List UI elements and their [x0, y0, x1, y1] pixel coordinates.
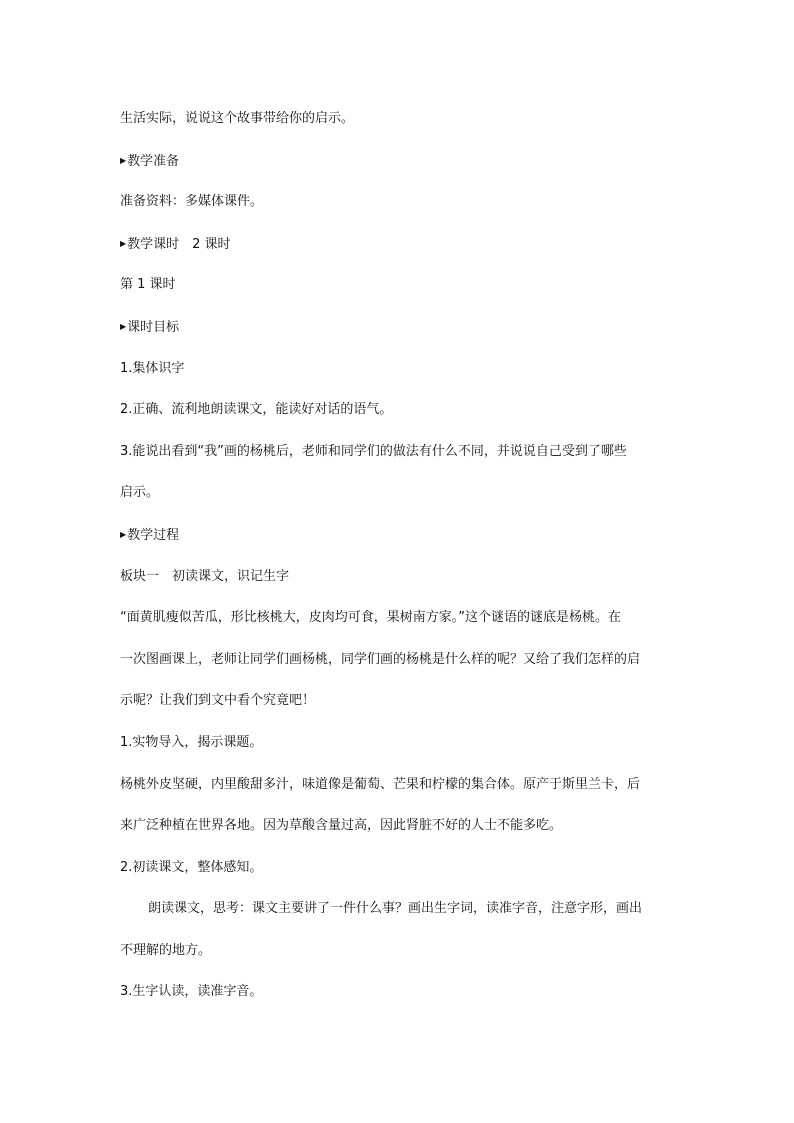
- text-line-indented: 朗读课文，思考：课文主要讲了一件什么事？画出生字词，读准字音，注意字形，画出: [148, 901, 643, 917]
- step-heading: 2.初读课文，整体感知。: [120, 859, 263, 875]
- block-title: 板块一 初读课文，识记生字: [120, 568, 290, 584]
- objective-item: 3.能说出看到“我”画的杨桃后，老师和同学们的做法有什么不同，并说说自己受到了哪些: [120, 443, 627, 459]
- text-line: 示呢？让我们到文中看个究竟吧！: [120, 693, 316, 709]
- text-line: 来广泛种植在世界各地。因为草酸含量过高，因此肾脏不好的人士不能多吃。: [120, 818, 563, 834]
- text-line: “面黄肌瘦似苦瓜，形比核桃大，皮肉均可食，果树南方家。”这个谜语的谜底是杨桃。在: [120, 610, 621, 626]
- step-heading: 3.生字认读，读准字音。: [120, 984, 263, 1000]
- section-heading: ▶教学准备: [120, 140, 680, 182]
- text-line: 杨桃外皮坚硬，内里酸甜多汁，味道像是葡萄、芒果和柠檬的集合体。原产于斯里兰卡，后: [120, 776, 641, 792]
- text-line: 准备资料：多媒体课件。: [120, 194, 264, 210]
- text-line: 生活实际，说说这个故事带给你的启示。: [120, 111, 355, 126]
- section-heading: ▶教学过程: [120, 514, 680, 556]
- triangle-bullet-icon: ▶: [120, 155, 127, 165]
- objective-item: 1.集体识字: [120, 360, 185, 376]
- text-line: 一次图画课上，老师让同学们画杨桃，同学们画的杨桃是什么样的呢？又给了我们怎样的启: [120, 651, 641, 667]
- section-heading: ▶教学课时 2 课时: [120, 223, 680, 265]
- text-line: 启示。: [120, 485, 160, 501]
- section-heading: ▶课时目标: [120, 306, 680, 348]
- document-page: [120, 98, 680, 1013]
- text-line: 不理解的地方。: [120, 942, 212, 958]
- objective-item: 2.正确、流利地朗读课文，能读好对话的语气。: [120, 402, 393, 418]
- triangle-bullet-icon: ▶: [120, 529, 127, 539]
- step-heading: 1.实物导入，揭示课题。: [120, 734, 263, 750]
- triangle-bullet-icon: ▶: [120, 321, 127, 331]
- triangle-bullet-icon: ▶: [120, 238, 127, 248]
- lesson-title: 第 1 课时: [120, 277, 176, 293]
